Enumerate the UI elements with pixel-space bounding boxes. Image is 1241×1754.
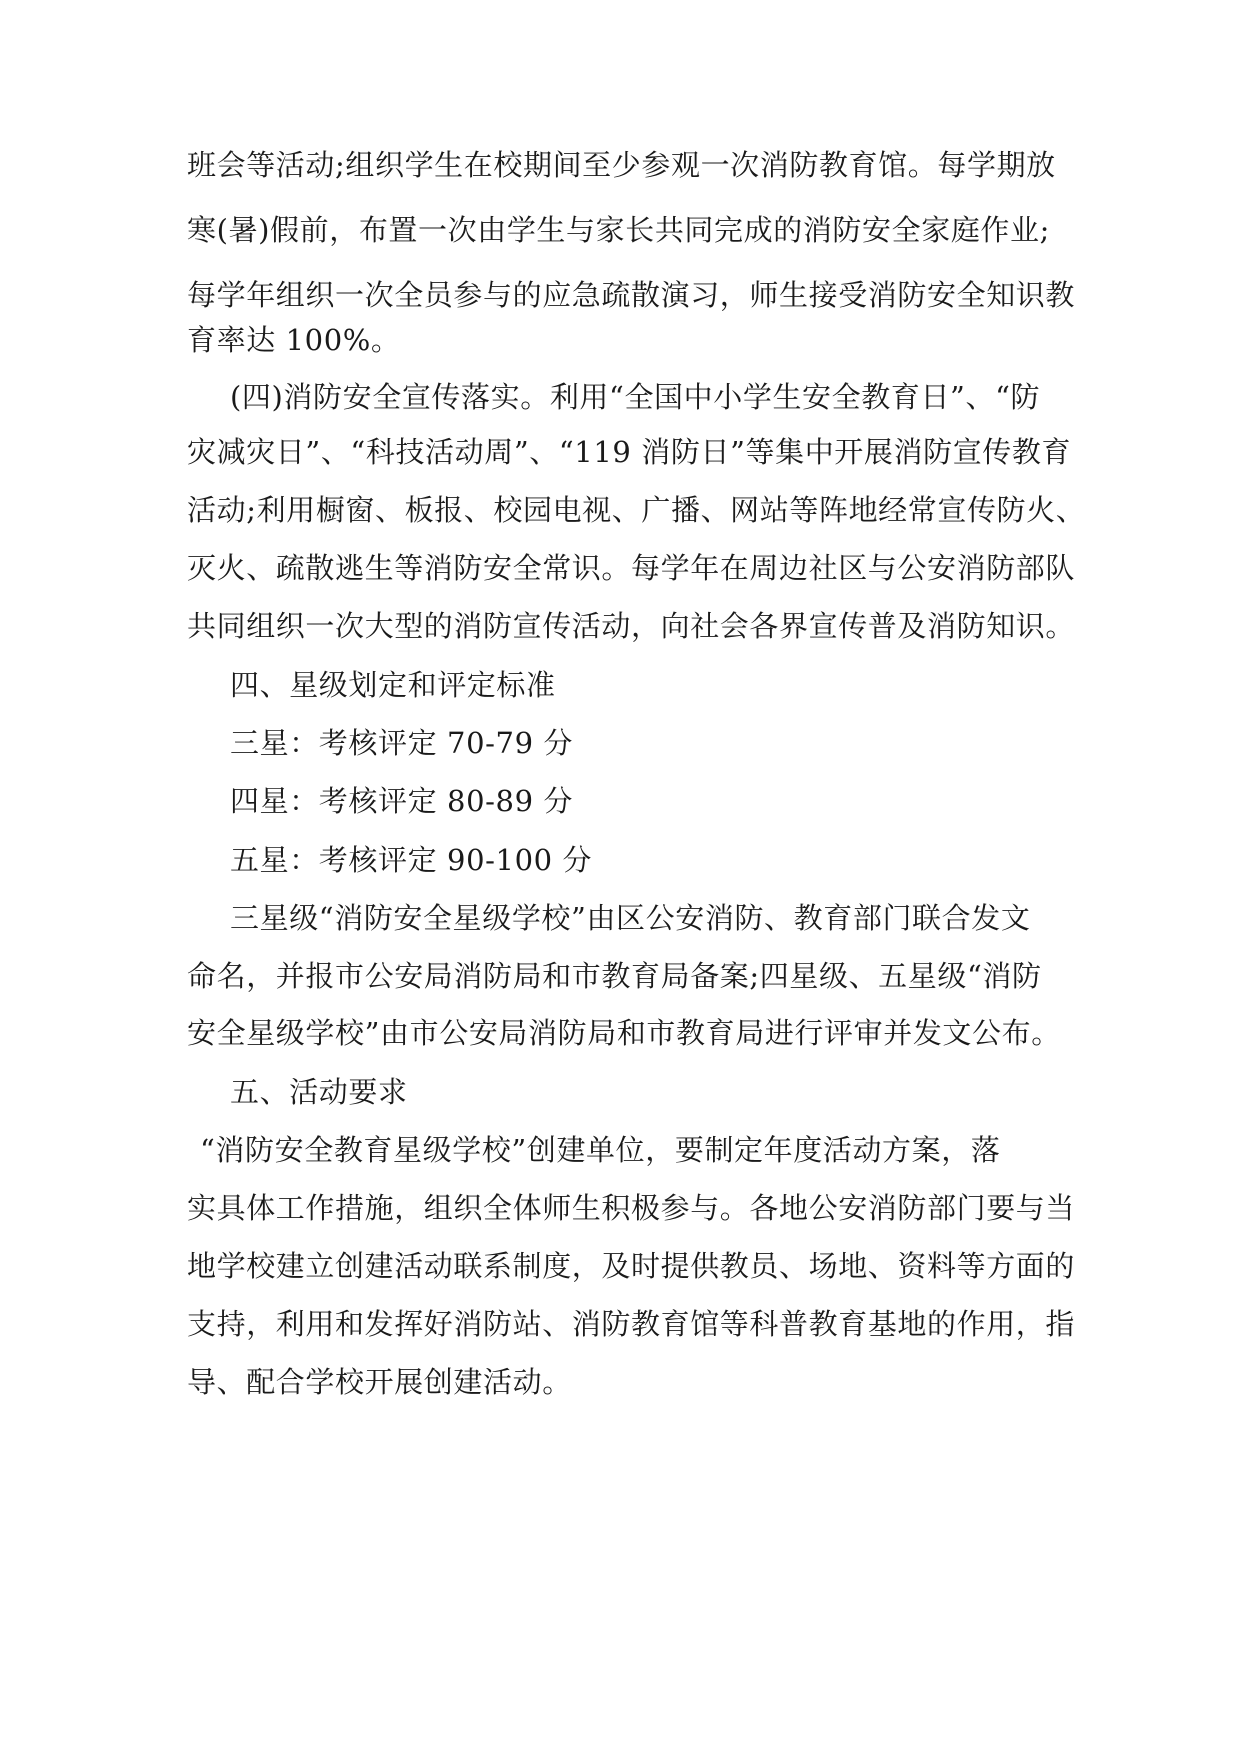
body-text-line: 地学校建立创建活动联系制度，及时提供教员、场地、资料等方面的 (187, 1249, 1076, 1283)
body-text-line: 三星级“消防安全星级学校”由区公安消防、教育部门联合发文 (230, 901, 1031, 935)
section-heading: 四、星级划定和评定标准 (230, 668, 556, 702)
rating-line: 四星：考核评定 80-89 分 (230, 784, 574, 818)
paragraph-heading-line: (四)消防安全宣传落实。利用“全国中小学生安全教育日”、“防 (230, 380, 1041, 414)
rating-line: 三星：考核评定 70-79 分 (230, 726, 574, 760)
body-text-line: 育率达 100%。 (187, 323, 401, 357)
body-text-line: 支持，利用和发挥好消防站、消防教育馆等科普教育基地的作用，指 (187, 1307, 1076, 1341)
body-text-line: 安全星级学校”由市公安局消防局和市教育局进行评审并发文公布。 (187, 1016, 1061, 1050)
body-text-line: 每学年组织一次全员参与的应急疏散演习，师生接受消防安全知识教 (187, 278, 1076, 312)
body-text-line: 班会等活动;组织学生在校期间至少参观一次消防教育馆。每学期放 (187, 148, 1056, 182)
body-text-line: 活动;利用橱窗、板报、校园电视、广播、网站等阵地经常宣传防火、 (187, 493, 1086, 527)
body-text-line: 灭火、疏散逃生等消防安全常识。每学年在周边社区与公安消防部队 (187, 551, 1076, 585)
body-text-line: “消防安全教育星级学校”创建单位，要制定年度活动方案，落 (200, 1133, 1001, 1167)
rating-line: 五星：考核评定 90-100 分 (230, 843, 593, 877)
body-text-line: 寒(暑)假前，布置一次由学生与家长共同完成的消防安全家庭作业; (187, 213, 1050, 247)
body-text-line: 共同组织一次大型的消防宣传活动，向社会各界宣传普及消防知识。 (187, 609, 1076, 643)
body-text-line: 命名，并报市公安局消防局和市教育局备案;四星级、五星级“消防 (187, 959, 1042, 993)
body-text-line: 导、配合学校开展创建活动。 (187, 1365, 572, 1399)
section-heading: 五、活动要求 (230, 1075, 408, 1109)
body-text-line: 灾减灾日”、“科技活动周”、“119 消防日”等集中开展消防宣传教育 (187, 435, 1072, 469)
body-text-line: 实具体工作措施，组织全体师生积极参与。各地公安消防部门要与当 (187, 1191, 1076, 1225)
